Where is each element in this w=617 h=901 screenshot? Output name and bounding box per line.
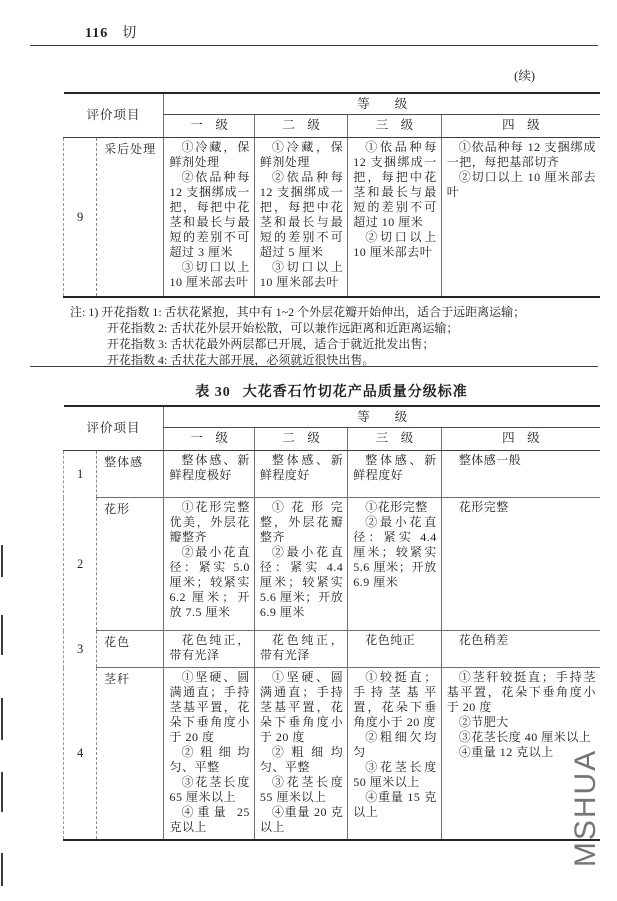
watermark-text: MSHUA bbox=[568, 748, 602, 868]
table-note bbox=[70, 304, 570, 368]
grade-2-cell bbox=[254, 631, 347, 668]
table-row bbox=[64, 451, 601, 498]
column-header-grade-2: 二 级 bbox=[254, 428, 347, 451]
table-carnation-grading-standard bbox=[63, 405, 600, 841]
column-header-grade-1: 一 级 bbox=[164, 115, 254, 138]
grade-2-cell bbox=[254, 498, 347, 631]
cell-paragraph: ④重量 25 克以上 bbox=[169, 805, 250, 834]
header-rule bbox=[30, 45, 598, 46]
scan-edge-artifact bbox=[1, 772, 3, 812]
grade-1-cell bbox=[164, 451, 254, 498]
cell-paragraph: 整体感、新鲜程度极好 bbox=[169, 453, 250, 482]
scan-edge-artifact bbox=[1, 615, 3, 655]
note-line-4: 开花指数 4: 舌状花大部开展，必须就近很快出售。 bbox=[107, 353, 375, 367]
note-closing-rule bbox=[30, 366, 598, 367]
cell-paragraph: ②粗细均匀、平整 bbox=[169, 745, 250, 774]
cell-paragraph: ①坚硬、圆满通直；手持茎基平置，花朵下垂角度小于 20 度 bbox=[259, 670, 344, 744]
cell-paragraph: ③切口以上 10 厘米部去叶 bbox=[259, 260, 344, 289]
grade-3-cell bbox=[348, 668, 441, 841]
column-header-grade-group: 等 级 bbox=[164, 406, 600, 428]
cell-paragraph: 花色纯正，带有光泽 bbox=[259, 633, 344, 662]
row-item-label: 花色 bbox=[97, 631, 164, 668]
cell-paragraph: ①花形完整，外层花瓣整齐 bbox=[259, 500, 344, 544]
cell-paragraph: 花色纯正 bbox=[365, 633, 416, 647]
grade-3-cell bbox=[348, 138, 441, 298]
cell-paragraph: ①茎秆较挺直；手持茎基平置，花朵下垂角度小于 20 度 bbox=[446, 670, 596, 714]
grade-2-cell bbox=[254, 138, 347, 298]
column-header-item: 评价项目 bbox=[64, 406, 164, 451]
table-row bbox=[64, 668, 601, 841]
grade-1-cell bbox=[164, 631, 254, 668]
cell-paragraph: 整体感、新鲜程度好 bbox=[353, 453, 437, 482]
continued-label: (续) bbox=[514, 69, 535, 83]
cell-paragraph: ②粗细欠均匀 bbox=[353, 730, 437, 759]
grade-4-cell bbox=[441, 631, 600, 668]
row-item-label: 花形 bbox=[97, 498, 164, 631]
row-number: 4 bbox=[64, 668, 97, 841]
cell-paragraph: 花色稍差 bbox=[458, 633, 509, 647]
cell-paragraph: ①依品种每 12 支捆绑成一把，每把基部切齐 bbox=[446, 140, 596, 169]
cell-paragraph: 整体感一般 bbox=[458, 453, 522, 467]
cell-paragraph: ①花形完整 bbox=[365, 500, 428, 514]
note-line-2: 开花指数 2: 舌状花外层开始松散，可以兼作远距离和近距离运输； bbox=[107, 321, 459, 335]
row-item-label: 采后处理 bbox=[97, 138, 164, 298]
running-head bbox=[85, 22, 137, 42]
cell-paragraph: 花形完整 bbox=[458, 500, 509, 514]
note-line-1: 注: 1) 开花指数 1: 舌状花紧抱，其中有 1~2 个外层花瓣开始伸出，适合于远距离运输； bbox=[70, 305, 526, 319]
column-header-grade-4: 四 级 bbox=[441, 115, 600, 138]
cell-paragraph: ②最小花直径：紧实 4.4 厘米；较紧实 5.6 厘米；开放 6.9 厘米 bbox=[259, 545, 344, 619]
cell-paragraph: ④重量 15 克以上 bbox=[353, 790, 437, 819]
row-item-label: 整体感 bbox=[97, 451, 164, 498]
grade-2-cell bbox=[254, 451, 347, 498]
cell-paragraph: ①冷藏，保鲜剂处理 bbox=[259, 140, 344, 169]
column-header-grade-4: 四 级 bbox=[441, 428, 600, 451]
cell-paragraph: ③切口以上 10 厘米部去叶 bbox=[169, 260, 250, 289]
cell-paragraph: ①花形完整优美，外层花瓣整齐 bbox=[169, 500, 250, 544]
column-header-grade-1: 一 级 bbox=[164, 428, 254, 451]
cell-paragraph: ③花茎长度 55 厘米以上 bbox=[259, 775, 344, 804]
grade-4-cell bbox=[441, 498, 600, 631]
cell-paragraph: 花色纯正，带有光泽 bbox=[169, 633, 250, 662]
cell-paragraph: ①较挺直；手持茎基平置，花朵下垂角度小于 20 度 bbox=[353, 670, 437, 729]
grade-1-cell bbox=[164, 668, 254, 841]
scan-edge-artifact bbox=[1, 853, 3, 886]
note-line-3: 开花指数 3: 舌状花最外两层都已开展，适合于就近批发出售； bbox=[107, 337, 435, 351]
column-header-grade-group: 等 级 bbox=[164, 93, 600, 115]
grade-4-cell bbox=[441, 138, 600, 298]
cell-paragraph: ①冷藏，保鲜剂处理 bbox=[169, 140, 250, 169]
table-title-text: 大花香石竹切花产品质量分级标准 bbox=[242, 385, 468, 400]
cell-paragraph: ①依品种每 12 支捆绑成一把，每把中花茎和最长与最短的差别不可超过 10 厘米 bbox=[353, 140, 437, 229]
table-row bbox=[64, 498, 601, 631]
cell-paragraph: ③花茎长度 40 厘米以上 bbox=[458, 730, 592, 744]
grade-3-cell bbox=[348, 631, 441, 668]
cell-paragraph: ②最小花直径：紧实 4.4 厘米；较紧实 5.6 厘米；开放 6.9 厘米 bbox=[353, 515, 437, 589]
column-header-grade-3: 三 级 bbox=[348, 428, 441, 451]
scan-edge-artifact bbox=[1, 545, 3, 577]
cell-paragraph: ④重量 20 克以上 bbox=[259, 805, 344, 834]
row-item-label: 茎秆 bbox=[97, 668, 164, 841]
cell-paragraph: ②切口以上 10 厘米部去叶 bbox=[446, 170, 596, 199]
cell-paragraph: ②依品种每 12 支捆绑成一把，每把中花茎和最长与最短的差别不可超过 3 厘米 bbox=[169, 170, 250, 259]
table-caption bbox=[63, 381, 600, 401]
cell-paragraph: ③花茎长度 65 厘米以上 bbox=[169, 775, 250, 804]
cell-paragraph: ②依品种每 12 支捆绑成一把，每把中花茎和最长与最短的差别不可超过 5 厘米 bbox=[259, 170, 344, 259]
table-number: 表 30 bbox=[195, 385, 231, 400]
grade-1-cell bbox=[164, 498, 254, 631]
column-header-grade-3: 三 级 bbox=[348, 115, 441, 138]
column-header-grade-2: 二 级 bbox=[254, 115, 347, 138]
column-header-item: 评价项目 bbox=[64, 93, 164, 138]
grade-2-cell bbox=[254, 668, 347, 841]
grade-1-cell bbox=[164, 138, 254, 298]
cell-paragraph: ③花茎长度 50 厘米以上 bbox=[353, 760, 437, 789]
scan-edge-artifact bbox=[1, 698, 3, 740]
row-number: 1 bbox=[64, 451, 97, 498]
cell-paragraph: 整体感、新鲜程度好 bbox=[259, 453, 344, 482]
grade-4-cell bbox=[441, 451, 600, 498]
row-number: 2 bbox=[64, 498, 97, 631]
cell-paragraph: ②节肥大 bbox=[458, 715, 509, 729]
grade-3-cell bbox=[348, 451, 441, 498]
row-number: 3 bbox=[64, 631, 97, 668]
chapter-title: 切 bbox=[122, 26, 138, 41]
page-number: 116 bbox=[85, 26, 109, 41]
row-number: 9 bbox=[64, 138, 97, 298]
cell-paragraph: ②最小花直径：紧实 5.0 厘米；较紧实 6.2 厘米；开放 7.5 厘米 bbox=[169, 545, 250, 619]
header-row-grade-span bbox=[64, 93, 601, 115]
header-row-grade-span bbox=[64, 406, 601, 428]
cell-paragraph: ②切口以上 10 厘米部去叶 bbox=[353, 230, 437, 259]
cell-paragraph: ④重量 12 克以上 bbox=[458, 745, 554, 759]
cell-paragraph: ①坚硬、圆满通直；手持茎基平置，花朵下垂角度小于 20 度 bbox=[169, 670, 250, 744]
grade-3-cell bbox=[348, 498, 441, 631]
cell-paragraph: ②粗细均匀、平整 bbox=[259, 745, 344, 774]
table-row bbox=[64, 138, 601, 298]
table-row bbox=[64, 631, 601, 668]
table-cut-flower-grading-continued bbox=[63, 92, 600, 298]
